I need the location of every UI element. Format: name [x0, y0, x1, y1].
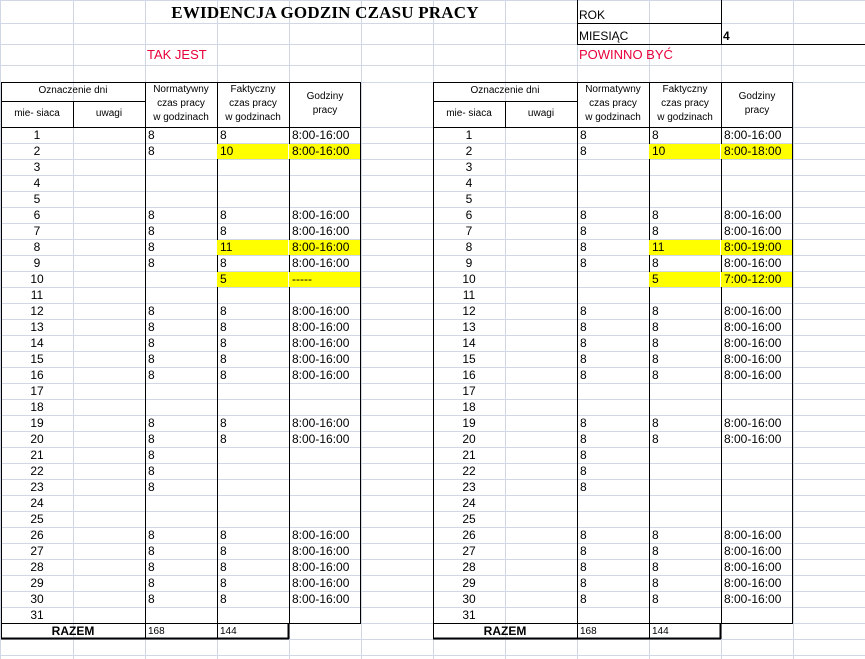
cell-faktyczny[interactable]: 8 — [220, 208, 227, 222]
cell-faktyczny[interactable]: 8 — [220, 592, 227, 606]
day-number: 30 — [462, 592, 476, 606]
cell-godziny[interactable]: 8:00-16:00 — [724, 544, 782, 558]
cell-normatywny[interactable]: 8 — [580, 208, 587, 222]
day-number: 2 — [33, 144, 41, 158]
cell-godziny[interactable]: 8:00-16:00 — [724, 320, 782, 334]
cell-normatywny[interactable]: 8 — [148, 320, 155, 334]
cell-faktyczny[interactable]: 8 — [652, 528, 659, 542]
day-number: 15 — [30, 352, 44, 366]
day-number: 6 — [465, 208, 473, 222]
cell-godziny[interactable]: 8:00-16:00 — [292, 224, 350, 238]
cell-godziny[interactable]: 8:00-16:00 — [292, 336, 350, 350]
day-number: 11 — [462, 288, 476, 302]
cell-godziny[interactable]: 8:00-16:00 — [724, 576, 782, 590]
cell-normatywny[interactable]: 8 — [148, 208, 155, 222]
cell-faktyczny[interactable]: 8 — [652, 368, 659, 382]
header-faktyczny-czas: czas pracy — [229, 98, 277, 109]
cell-faktyczny[interactable]: 8 — [652, 336, 659, 350]
cell-normatywny[interactable]: 8 — [148, 240, 155, 254]
day-number: 29 — [30, 576, 44, 590]
cell-faktyczny[interactable]: 8 — [652, 560, 659, 574]
cell-normatywny[interactable]: 8 — [148, 144, 155, 158]
day-number: 26 — [462, 528, 476, 542]
day-number: 1 — [465, 128, 473, 142]
day-number: 7 — [33, 224, 41, 238]
header-faktyczny-czas: Faktyczny — [230, 84, 276, 95]
cell-normatywny[interactable]: 8 — [148, 224, 155, 238]
day-number: 29 — [462, 576, 476, 590]
cell-godziny[interactable]: 8:00-16:00 — [724, 336, 782, 350]
cell-faktyczny[interactable]: 8 — [652, 208, 659, 222]
cell-normatywny[interactable]: 8 — [148, 304, 155, 318]
cell-normatywny[interactable]: 8 — [580, 256, 587, 270]
cell-normatywny[interactable]: 8 — [580, 304, 587, 318]
day-number: 2 — [465, 144, 473, 158]
cell-normatywny[interactable]: 8 — [580, 336, 587, 350]
razem-label: RAZEM — [483, 624, 527, 638]
sheet-title: EWIDENCJA GODZIN CZASU PRACY — [171, 3, 479, 22]
cell-godziny[interactable]: ----- — [289, 272, 360, 287]
cell-godziny[interactable]: 8:00-19:00 — [721, 240, 792, 255]
day-number: 8 — [33, 240, 41, 254]
cell-normatywny[interactable]: 8 — [580, 528, 587, 542]
cell-faktyczny[interactable]: 8 — [220, 352, 227, 366]
cell-normatywny[interactable]: 8 — [580, 576, 587, 590]
cell-normatywny[interactable]: 8 — [148, 256, 155, 270]
header-oznaczenie-dni: Oznaczenie dni — [38, 85, 108, 96]
cell-godziny[interactable]: 8:00-16:00 — [292, 416, 350, 430]
section-label: TAK JEST — [147, 47, 207, 62]
cell-godziny[interactable]: 8:00-16:00 — [292, 528, 350, 542]
cell-godziny[interactable]: 8:00-16:00 — [292, 256, 350, 270]
cell-godziny[interactable]: 8:00-16:00 — [724, 304, 782, 318]
cell-godziny[interactable]: 8:00-16:00 — [724, 528, 782, 542]
cell-godziny[interactable]: 8:00-16:00 — [724, 416, 782, 430]
cell-godziny[interactable]: 8:00-16:00 — [292, 208, 350, 222]
cell-godziny[interactable]: 8:00-16:00 — [724, 208, 782, 222]
cell-normatywny[interactable]: 8 — [580, 320, 587, 334]
total-faktyczny[interactable]: 144 — [220, 626, 237, 637]
cell-godziny[interactable]: 7:00-12:00 — [721, 272, 792, 287]
header-dzien-miesiaca: mie- siaca — [14, 108, 60, 119]
day-number: 4 — [33, 176, 41, 190]
cell-faktyczny[interactable]: 8 — [220, 320, 227, 334]
day-number: 15 — [462, 352, 476, 366]
header-normatywny-czas: czas pracy — [589, 98, 637, 109]
cell-godziny[interactable]: 8:00-16:00 — [724, 224, 782, 238]
day-number: 23 — [462, 480, 476, 494]
cell-faktyczny[interactable]: 8 — [220, 336, 227, 350]
day-number: 6 — [33, 208, 41, 222]
day-number: 30 — [30, 592, 44, 606]
day-number: 4 — [465, 176, 473, 190]
cell-faktyczny[interactable]: 8 — [652, 224, 659, 238]
cell-faktyczny[interactable]: 10 — [649, 144, 720, 159]
cell-faktyczny[interactable]: 8 — [220, 368, 227, 382]
day-number: 27 — [30, 544, 44, 558]
cell-faktyczny[interactable]: 8 — [220, 256, 227, 270]
cell-faktyczny[interactable]: 8 — [652, 544, 659, 558]
cell-normatywny[interactable]: 8 — [148, 336, 155, 350]
day-number: 28 — [462, 560, 476, 574]
cell-normatywny[interactable]: 8 — [148, 368, 155, 382]
cell-faktyczny[interactable]: 8 — [220, 544, 227, 558]
day-number: 21 — [462, 448, 476, 462]
header-normatywny-czas: w godzinach — [153, 112, 209, 123]
day-number: 5 — [465, 192, 473, 206]
header-oznaczenie-dni: Oznaczenie dni — [470, 85, 540, 96]
day-number: 17 — [462, 384, 476, 398]
cell-godziny[interactable]: 8:00-16:00 — [292, 432, 350, 446]
day-number: 5 — [33, 192, 41, 206]
day-number: 1 — [33, 128, 41, 142]
razem-label: RAZEM — [51, 624, 95, 638]
cell-godziny[interactable]: 8:00-16:00 — [292, 576, 350, 590]
day-number: 12 — [462, 304, 476, 318]
cell-godziny[interactable]: 8:00-16:00 — [724, 592, 782, 606]
day-number: 21 — [30, 448, 44, 462]
header-normatywny-czas: czas pracy — [157, 98, 205, 109]
cell-normatywny[interactable]: 8 — [148, 528, 155, 542]
cell-faktyczny[interactable]: 8 — [652, 352, 659, 366]
cell-normatywny[interactable]: 8 — [580, 416, 587, 430]
cell-normatywny[interactable]: 8 — [148, 560, 155, 574]
day-number: 13 — [30, 320, 44, 334]
day-number: 27 — [462, 544, 476, 558]
day-number: 20 — [462, 432, 476, 446]
day-number: 9 — [465, 256, 473, 270]
day-number: 22 — [462, 464, 476, 478]
header-godziny-pracy: Godziny — [306, 91, 344, 102]
cell-normatywny[interactable]: 8 — [580, 448, 587, 462]
cell-faktyczny[interactable]: 8 — [220, 416, 227, 430]
cell-godziny[interactable]: 8:00-16:00 — [289, 144, 360, 159]
cell-faktyczny[interactable]: 8 — [220, 432, 227, 446]
cell-normatywny[interactable]: 8 — [580, 560, 587, 574]
cell-normatywny[interactable]: 8 — [148, 480, 155, 494]
header-normatywny-czas: Normatywny — [585, 84, 641, 95]
cell-faktyczny[interactable]: 11 — [649, 240, 720, 255]
cell-faktyczny[interactable]: 8 — [220, 304, 227, 318]
cell-normatywny[interactable]: 8 — [580, 352, 587, 366]
cell-faktyczny[interactable]: 8 — [652, 592, 659, 606]
cell-faktyczny[interactable]: 8 — [652, 432, 659, 446]
cell-faktyczny[interactable]: 5 — [217, 272, 288, 287]
day-number: 16 — [30, 368, 44, 382]
header-godziny-pracy: Godziny — [738, 91, 776, 102]
cell-normatywny[interactable]: 8 — [580, 368, 587, 382]
cell-faktyczny[interactable]: 8 — [220, 576, 227, 590]
cell-normatywny[interactable]: 8 — [580, 224, 587, 238]
cell-faktyczny[interactable]: 5 — [649, 272, 720, 287]
total-faktyczny[interactable]: 144 — [652, 626, 669, 637]
cell-normatywny[interactable]: 8 — [580, 480, 587, 494]
cell-godziny[interactable]: 8:00-16:00 — [724, 352, 782, 366]
cell-godziny[interactable]: 8:00-16:00 — [292, 320, 350, 334]
day-number: 16 — [462, 368, 476, 382]
cell-normatywny[interactable]: 8 — [580, 128, 587, 142]
cell-godziny[interactable]: 8:00-16:00 — [724, 368, 782, 382]
day-number: 3 — [33, 160, 41, 174]
cell-normatywny[interactable]: 8 — [580, 464, 587, 478]
cell-godziny[interactable]: 8:00-16:00 — [292, 304, 350, 318]
cell-faktyczny[interactable]: 8 — [652, 576, 659, 590]
total-normatywny[interactable]: 168 — [148, 626, 165, 637]
cell-godziny[interactable]: 8:00-16:00 — [724, 560, 782, 574]
day-number: 22 — [30, 464, 44, 478]
day-number: 25 — [30, 512, 44, 526]
header-faktyczny-czas: czas pracy — [661, 98, 709, 109]
day-number: 23 — [30, 480, 44, 494]
cell-godziny[interactable]: 8:00-16:00 — [292, 352, 350, 366]
day-number: 10 — [462, 272, 476, 286]
day-number: 18 — [30, 400, 44, 414]
cell-normatywny[interactable]: 8 — [148, 448, 155, 462]
day-number: 17 — [30, 384, 44, 398]
cell-faktyczny[interactable]: 8 — [652, 256, 659, 270]
day-number: 28 — [30, 560, 44, 574]
header-faktyczny-czas: w godzinach — [225, 112, 281, 123]
cell-normatywny[interactable]: 8 — [148, 544, 155, 558]
header-uwagi: uwagi — [527, 108, 555, 119]
cell-faktyczny[interactable]: 8 — [652, 128, 659, 142]
cell-normatywny[interactable]: 8 — [580, 544, 587, 558]
miesiac-value[interactable]: 4 — [723, 29, 730, 43]
day-number: 14 — [30, 336, 44, 350]
rok-label: ROK — [579, 8, 606, 22]
cell-faktyczny[interactable]: 8 — [652, 304, 659, 318]
day-number: 3 — [465, 160, 473, 174]
cell-faktyczny[interactable]: 8 — [220, 560, 227, 574]
day-number: 25 — [462, 512, 476, 526]
cell-normatywny[interactable]: 8 — [148, 576, 155, 590]
cell-godziny[interactable]: 8:00-16:00 — [724, 256, 782, 270]
cell-godziny[interactable]: 8:00-16:00 — [724, 432, 782, 446]
cell-godziny[interactable]: 8:00-16:00 — [292, 544, 350, 558]
cell-normatywny[interactable]: 8 — [580, 240, 587, 254]
cell-godziny[interactable]: 8:00-16:00 — [292, 560, 350, 574]
day-number: 13 — [462, 320, 476, 334]
day-number: 12 — [30, 304, 44, 318]
day-number: 18 — [462, 400, 476, 414]
day-number: 19 — [30, 416, 44, 430]
cell-normatywny[interactable]: 8 — [148, 128, 155, 142]
cell-godziny[interactable]: 8:00-18:00 — [721, 144, 792, 159]
day-number: 31 — [30, 608, 44, 622]
cell-normatywny[interactable]: 8 — [580, 592, 587, 606]
cell-faktyczny[interactable]: 8 — [652, 320, 659, 334]
cell-normatywny[interactable]: 8 — [148, 592, 155, 606]
day-number: 14 — [462, 336, 476, 350]
day-number: 20 — [30, 432, 44, 446]
cell-faktyczny[interactable]: 8 — [220, 128, 227, 142]
day-number: 31 — [462, 608, 476, 622]
cell-normatywny[interactable]: 8 — [148, 416, 155, 430]
cell-godziny[interactable]: 8:00-16:00 — [724, 128, 782, 142]
cell-normatywny[interactable]: 8 — [148, 432, 155, 446]
total-normatywny[interactable]: 168 — [580, 626, 597, 637]
cell-godziny[interactable]: 8:00-16:00 — [292, 128, 350, 142]
header-uwagi: uwagi — [95, 108, 123, 119]
cell-normatywny[interactable]: 8 — [580, 144, 587, 158]
cell-normatywny[interactable]: 8 — [148, 352, 155, 366]
header-faktyczny-czas: Faktyczny — [662, 84, 708, 95]
day-number: 11 — [30, 288, 44, 302]
header-normatywny-czas: Normatywny — [153, 84, 209, 95]
day-number: 8 — [465, 240, 473, 254]
miesiac-label: MIESIĄC — [579, 29, 629, 43]
cell-faktyczny[interactable]: 8 — [220, 224, 227, 238]
header-godziny-pracy: pracy — [744, 105, 770, 116]
day-number: 9 — [33, 256, 41, 270]
day-number: 24 — [462, 496, 476, 510]
day-number: 24 — [30, 496, 44, 510]
cell-normatywny[interactable]: 8 — [148, 464, 155, 478]
section-label: POWINNO BYĆ — [579, 47, 673, 62]
cell-normatywny[interactable]: 8 — [580, 432, 587, 446]
cell-faktyczny[interactable]: 10 — [217, 144, 288, 159]
day-number: 26 — [30, 528, 44, 542]
cell-faktyczny[interactable]: 8 — [220, 528, 227, 542]
cell-godziny[interactable]: 8:00-16:00 — [289, 240, 360, 255]
header-godziny-pracy: pracy — [312, 105, 338, 116]
cell-godziny[interactable]: 8:00-16:00 — [292, 592, 350, 606]
day-number: 10 — [30, 272, 44, 286]
header-faktyczny-czas: w godzinach — [657, 112, 713, 123]
cell-godziny[interactable]: 8:00-16:00 — [292, 368, 350, 382]
cell-faktyczny[interactable]: 11 — [217, 240, 288, 255]
header-dzien-miesiaca: mie- siaca — [446, 108, 492, 119]
day-number: 7 — [465, 224, 473, 238]
day-number: 19 — [462, 416, 476, 430]
cell-faktyczny[interactable]: 8 — [652, 416, 659, 430]
header-normatywny-czas: w godzinach — [585, 112, 641, 123]
